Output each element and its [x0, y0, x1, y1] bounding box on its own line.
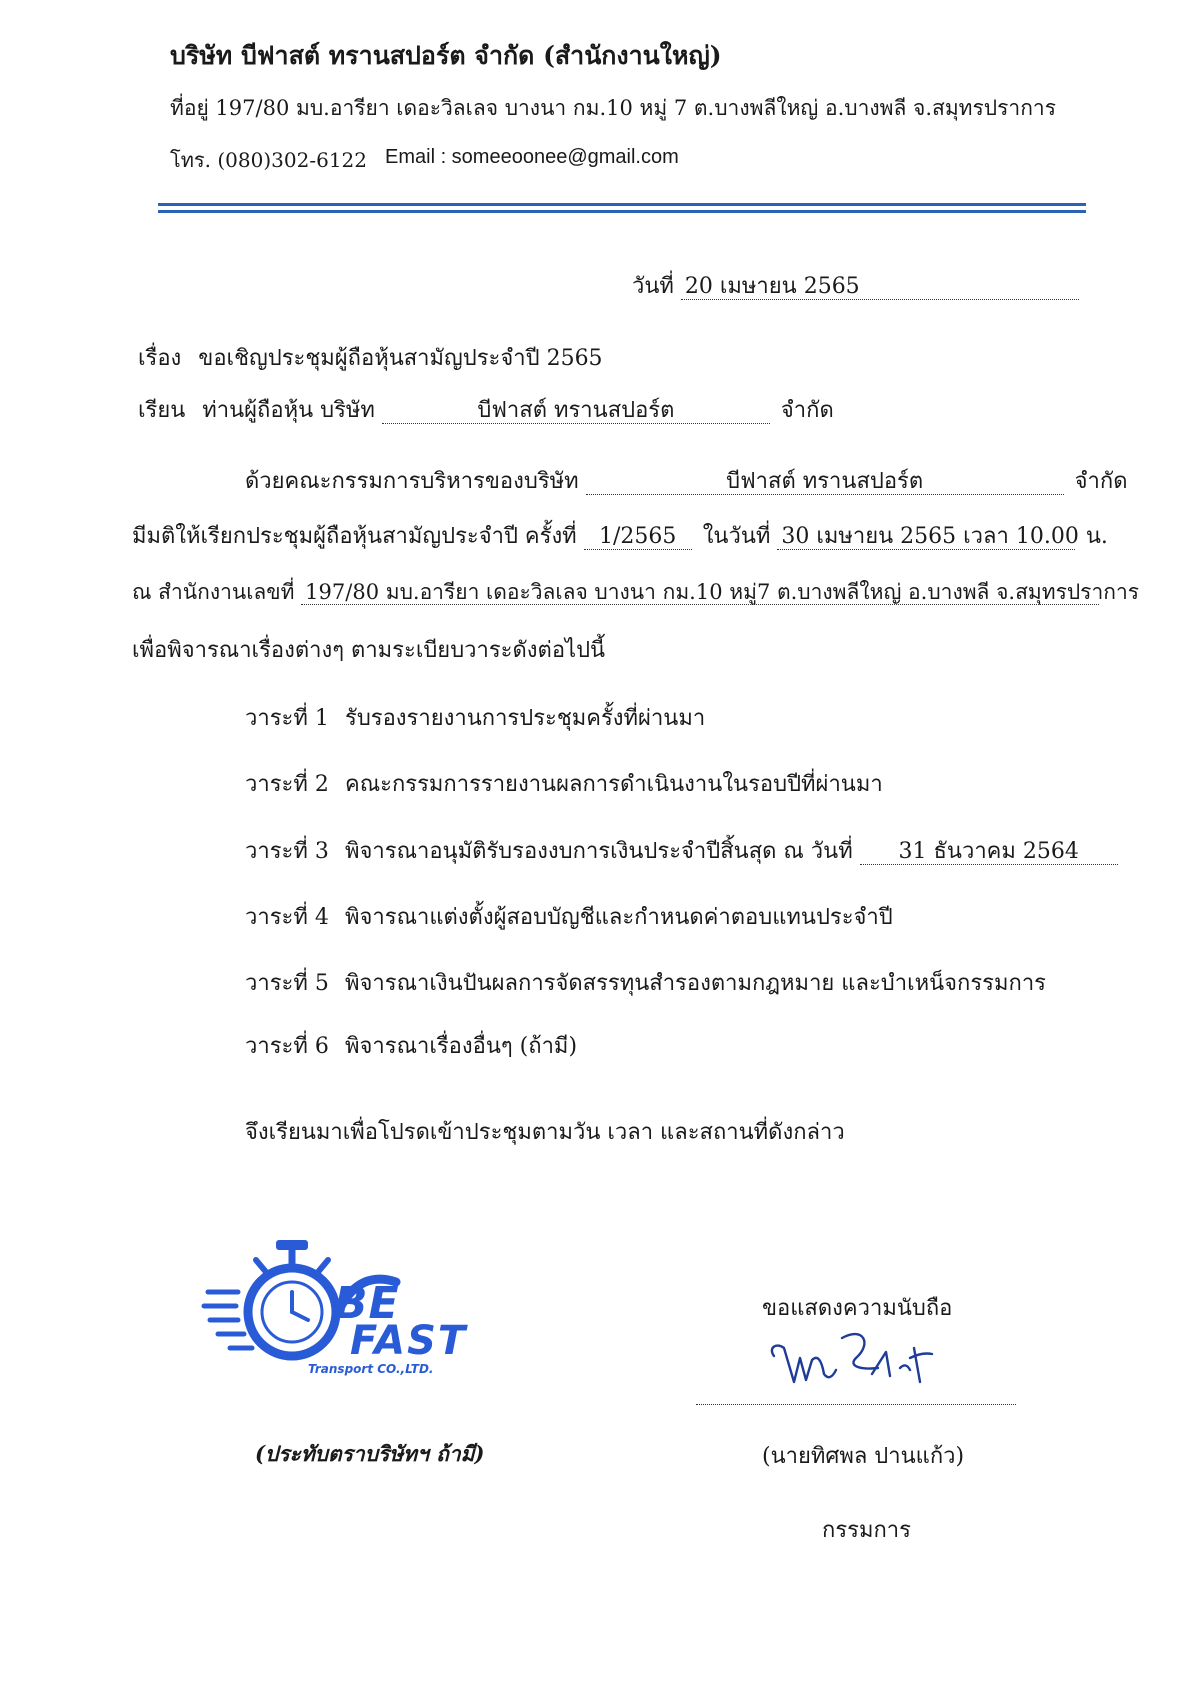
logo-text-transport: Transport CO.,LTD.: [308, 1362, 434, 1376]
letterhead-company: บริษัท บีฟาสต์ ทรานสปอร์ต จำกัด (สำนักงานใหญ่): [170, 41, 722, 70]
body-line-3: [132, 576, 1140, 609]
agenda-number: วาระที่ 5: [245, 971, 329, 996]
body-line-2-mid: ในวันที่: [702, 524, 771, 549]
signer-name: (นายทิศพล ปานแก้ว): [762, 1444, 965, 1469]
logo-text-fast: FAST: [350, 1318, 468, 1364]
agenda-fill-date: 31 ธันวาคม 2564: [860, 839, 1118, 865]
agenda-text: คณะกรรมการรายงานผลการดำเนินงานในรอบปีที่ผ่านมา: [345, 772, 883, 797]
company-seal: [200, 1230, 510, 1380]
letterhead-rule-top: [158, 203, 1086, 206]
signer-title: กรรมการ: [822, 1518, 911, 1543]
letterhead-address: ที่อยู่ 197/80 มบ.อารียา เดอะวิลเลจ บางนา กม.10 หมู่ 7 ต.บางพลีใหญ่ อ.บางพลี จ.สมุทรปราการ: [170, 96, 1056, 120]
date-label: วันที่: [632, 274, 674, 299]
agenda-text: พิจารณาเงินปันผลการจัดสรรทุนสำรองตามกฎหมาย และบำเหน็จกรรมการ: [345, 971, 1046, 996]
recipient-company: บีฟาสต์ ทรานสปอร์ต: [382, 398, 770, 424]
body-line-1-suffix: จำกัด: [1074, 469, 1128, 494]
closing-text: จึงเรียนมาเพื่อโปรดเข้าประชุมตามวัน เวลา และสถานที่ดังกล่าว: [245, 1120, 845, 1145]
body-line-1: [245, 463, 1128, 498]
letterhead-rule-bottom: [158, 210, 1086, 213]
body-line-4: เพื่อพิจารณาเรื่องต่างๆ ตามระเบียบวาระดังต่อไปนี้: [132, 638, 606, 663]
recipient-line: [138, 392, 834, 427]
meeting-venue: 197/80 มบ.อารียา เดอะวิลเลจ บางนา กม.10 หมู่7 ต.บางพลีใหญ่ อ.บางพลี จ.สมุทรปราการ: [301, 580, 1099, 605]
body-line-2: [132, 518, 1108, 553]
agenda-number: วาระที่ 3: [245, 839, 329, 864]
signature-line: [696, 1404, 1016, 1405]
letterhead-phone: โทร. (080)302-6122: [170, 148, 367, 172]
body-line-2-prefix: มีมติให้เรียกประชุมผู้ถือหุ้นสามัญประจำปี ครั้งที่: [132, 524, 577, 549]
handwritten-signature: [760, 1318, 940, 1394]
body-line-3-prefix: ณ สำนักงานเลขที่: [132, 580, 295, 604]
date-value: 20 เมษายน 2565: [681, 274, 1079, 300]
seal-caption: (ประทับตราบริษัทฯ ถ้ามี): [255, 1441, 485, 1466]
agenda-number: วาระที่ 6: [245, 1034, 329, 1059]
meeting-number: 1/2565: [584, 524, 692, 550]
agenda-number: วาระที่ 4: [245, 905, 329, 930]
date-line: [632, 268, 1079, 303]
subject-line: [138, 340, 603, 375]
subject-label: เรื่อง: [138, 346, 182, 371]
signature-regards: ขอแสดงความนับถือ: [762, 1296, 953, 1321]
subject-text: ขอเชิญประชุมผู้ถือหุ้นสามัญประจำปี 2565: [198, 346, 603, 371]
agenda-text: พิจารณาอนุมัติรับรองงบการเงินประจำปีสิ้นสุด ณ วันที่: [345, 839, 853, 864]
agenda-text: รับรองรายงานการประชุมครั้งที่ผ่านมา: [345, 706, 706, 731]
agenda-text: พิจารณาเรื่องอื่นๆ (ถ้ามี): [345, 1034, 578, 1059]
letterhead-email: Email : someeoonee@gmail.com: [385, 146, 679, 168]
agenda-number: วาระที่ 2: [245, 772, 329, 797]
logo-text-be: BE: [334, 1278, 400, 1329]
agenda-text: พิจารณาแต่งตั้งผู้สอบบัญชีและกำหนดค่าตอบแทนประจำปี: [345, 905, 893, 930]
agenda-number: วาระที่ 1: [245, 706, 329, 731]
recipient-prefix: ท่านผู้ถือหุ้น บริษัท: [202, 398, 375, 423]
recipient-label: เรียน: [138, 398, 186, 423]
body-line-1-prefix: ด้วยคณะกรรมการบริหารของบริษัท: [245, 469, 579, 494]
body-company: บีฟาสต์ ทรานสปอร์ต: [586, 469, 1064, 495]
recipient-suffix: จำกัด: [780, 398, 834, 423]
meeting-date-time: 30 เมษายน 2565 เวลา 10.00 น.: [777, 524, 1075, 550]
